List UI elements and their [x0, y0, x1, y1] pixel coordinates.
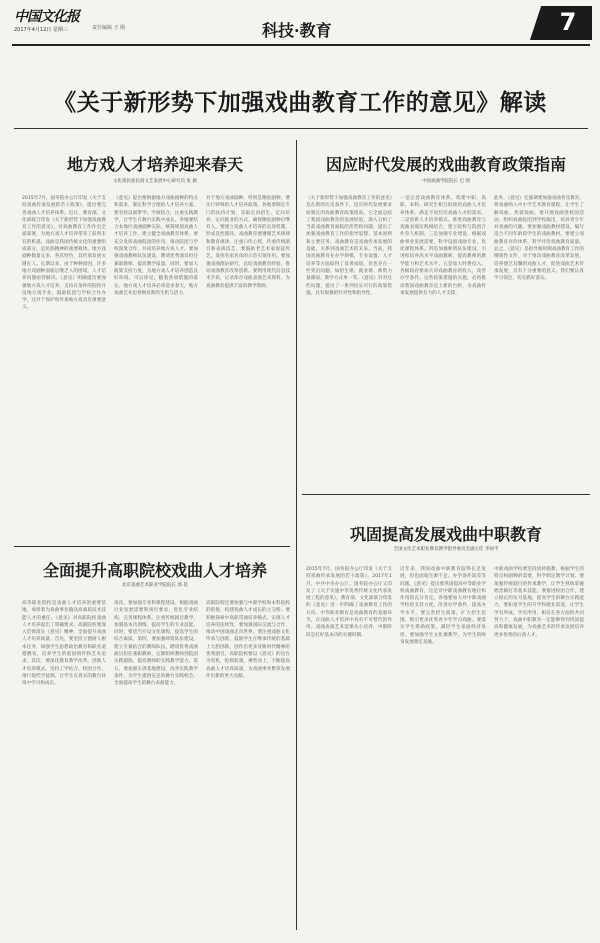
article-body-higher-ed-col1: 高等职业院校是戏曲人才培养的重要基地，承担着为戏曲事业输送高素质技术技能人才的重任。《意见》对高职院校戏曲人才培养提出了明确要求。高职院校要深入贯彻落实《意见》精神，全面提升戏曲人才培养质量。首先，要坚持立德树人根本任务，加强学生思想政治教育和职业道德教育，培养学生的爱国情怀和艺术追求。其次，要深化教育教学改革，创新人才培养模式。坚持工学结合、校团合作，推行现代学徒制，让学生在真实的舞台环境中学习和成长。: [22, 601, 106, 687]
article-body-secondary-col1: 2015年7月，国务院办公厅印发《关于支持戏曲传承发展的若干政策》，2017年1月，中共中央办公厅、国务院办公厅又印发了《关于实施中华优秀传统文化传承发展工程的意见》。教育部、文化部联合印发的《意见》进一步明确了戏曲教育工作的方向。中等职业教育是戏曲教育的基础环节，在戏曲人才培养中具有不可替代的作用。戏曲表演艺术需要从小培养，中职阶段是打好基本功的关键时期。: [306, 567, 392, 638]
article-body-higher-ed-col3: 高职院校还要加强与中职学校和本科院校的衔接，构建戏曲人才成长的立交桥。要积极探索中高职贯通培养模式，实现人才培养的连续性。要加强国际交流与合作，推动中国戏曲走向世界。要注重戏曲文化传承与创新，鼓励学生在继承传统的基础上大胆创新，创作出更多反映时代精神的优秀剧目。高职院校要以《意见》的出台为契机，抢抓机遇，乘势而上，不断提高戏曲人才培养质量，为戏曲事业繁荣发展作出新的更大贡献。: [206, 601, 290, 679]
left-article-divider: [14, 546, 290, 547]
article-body-higher-ed-col2: 再次，要加强专业和课程建设。根据戏曲行业发展需要和岗位要求，优化专业结构，完善课程体系。注重传统剧目教学，加强基本功训练，提高学生的专业技能。同时，要适当开设文化课程，提高学生的综合素质。第四，要加强师资队伍建设。建立专兼结合的教师队伍，聘请优秀戏曲演员担任兼职教师，定期组织教师到院团实践锻炼，提高教师的实践教学能力。第五，要加强实训基地建设，改善实践教学条件，为学生提供充足的舞台实践机会，全面提高学生的舞台表演能力。: [114, 601, 198, 687]
page-header: [0, 0, 600, 48]
issue-date: 2017年4月12日 星期三: [14, 27, 68, 33]
headline-divider: [14, 128, 588, 129]
article-title-secondary: 巩固提高发展戏曲中职教育: [349, 525, 542, 544]
main-headline: 《关于新形势下加强戏曲教育工作的意见》解读: [53, 90, 547, 116]
page-number: 7: [559, 8, 577, 36]
article-body-talent-col3: 对于地方戏曲剧种，特别是濒危剧种，要实行特殊的人才培养政策。各地要制定专门的扶持计划，采取定向招生、定向培养、定向就业的方式，确保濒危剧种后继有人。要建立戏曲人才培养的长效机制，形成良性循环。戏曲教育要遵循艺术规律和教育规律，注重口传心授，传承传统剧目和表演技艺。要鼓励老艺术家收徒传艺，发挥名家名角的示范引领作用。要加强戏曲理论研究，总结戏曲教育经验，推动戏曲教育改革创新。要利用现代信息技术手段，记录保存戏曲表演艺术资料，为戏曲教育提供丰富的教学资源。: [206, 196, 290, 289]
article-byline-policy: 中国戏曲学院院长 巴 图: [422, 179, 470, 184]
article-body-talent-col1: 2015年7月，国务院办公厅印发《关于支持戏曲传承发展的若干政策》，提出要完善戏曲人才培养体系。近日，教育部、文化部联合印发《关于新形势下加强戏曲教育工作的意见》，对戏曲教育工作作出全面部署，为地方戏人才培养带来了前所未有的机遇。戏曲是我国传统文化的重要组成部分，是民族精神的重要载体。地方戏剧种数量众多，各具特色，其传承发展关键在人。长期以来，由于种种原因，许多地方戏剧种面临后继乏人的困境，人才培养问题亟待解决。《意见》明确提出要加强地方戏人才培养，支持有条件的院校开设地方戏专业，鼓励院团与学校合作办学，这对于保护和传承地方戏具有重要意义。: [22, 196, 106, 311]
editor-info: 责任编辑 王 刚: [92, 25, 126, 31]
column-divider: [296, 140, 297, 930]
newspaper-masthead: 中国文化报: [14, 9, 79, 25]
article-title-higher-ed: 全面提升高职院校戏曲人才培养: [42, 561, 267, 580]
section-title: 科技·教育: [262, 21, 332, 40]
article-body-secondary-col3: 中职戏曲学校要坚持因材施教，根据学生的特点和剧种的需要，科学制定教学计划。要加强传统剧目的传承教学，让学生熟练掌握唱念做打等基本技能。要推进校团合作，建立稳定的实习基地，提高学生的舞台实践能力。要拓宽学生的升学和就业渠道，让学生学有所成、学有所用。相信在各方面的共同努力下，戏曲中职教育一定能够得到巩固提高和健康发展，为戏曲艺术的传承发展培养更多优秀的后备人才。: [494, 567, 584, 638]
article-byline-secondary: 全国文化艺术职业教育教学指导委员会副主任 李国平: [393, 547, 499, 552]
header-divider: [12, 44, 590, 46]
article-body-talent-col2: 《意见》提出要根据地方戏曲剧种的特点和需求，制定科学合理的人才培养方案。要坚持以演带学、学演结合，注重实践教学，让学生在舞台实践中成长。各地要结合本地区戏曲剧种实际，统筹规划戏曲人才培养工作，建立健全戏曲教育体系。要充分发挥戏曲院团的作用，推动院团与学校深度合作，共同培养地方戏人才。要加强戏曲教师队伍建设，聘请优秀演员担任兼职教师，提高教学质量。同时，要加大政策支持力度，为地方戏人才培养创造良好环境。可以预见，随着各项措施的落实，地方戏人才培养必将迎来春天，地方戏曲艺术也将焕发新的生机与活力。: [114, 196, 198, 296]
article-title-policy: 因应时代发展的戏曲教育政策指南: [325, 155, 566, 174]
article-byline-higher-ed: 北京戏曲艺术职业学院院长 郭 蓓: [122, 583, 188, 588]
article-byline-talent: 文化部民族民间文艺发展中心研究员 张 毅: [113, 179, 197, 184]
right-article-divider: [302, 494, 590, 495]
article-body-secondary-col2: 近年来，我国戏曲中职教育取得长足发展，但也面临生源不足、办学条件较差等问题。《意见》提出要巩固提高中等职业学校戏曲教育，这是对中职戏曲教育地位和作用的充分肯定。各地要加大对中职戏曲学校的支持力度，改善办学条件，提高办学水平。要完善招生政策，扩大招生范围，吸引更多优秀青少年学习戏曲。要落实学生资助政策，减轻学生家庭经济负担。要加强学生文化课教学，为学生的终身发展奠定基础。: [400, 567, 486, 645]
article-title-talent: 地方戏人才培养迎来春天: [66, 155, 243, 174]
article-body-policy-col2: 一是完善戏曲教育体系。构建中职、高职、本科、研究生相互衔接的戏曲人才培养体系，满足不同层次戏曲人才的需求。二是创新人才培养模式。推进戏曲教育与戏曲表演实践相结合，建立院校与院团合作育人机制。三是加强专业建设。根据戏曲事业发展需要，科学设置戏曲专业，优化课程体系。四是加强师资队伍建设。引进和培养高水平戏曲教师，提高教师的教学能力和艺术水平。五是加大经费投入。各级政府要加大对戏曲教育的投入，改善办学条件。这些政策措施的实施，必将推动我国戏曲教育迈上新的台阶，为戏曲传承发展提供有力的人才支撑。: [400, 196, 486, 296]
article-body-policy-col3: 此外，《意见》还强调要加强戏曲普及教育，将戏曲纳入中小学艺术教育课程，让学生了解戏曲、热爱戏曲。要开展戏曲进校园活动，组织戏曲院团到学校演出，培养青少年对戏曲的兴趣。要加强戏曲教材建设，编写适合不同年龄段学生的戏曲教材。要建立戏曲教育评价体系，科学评价戏曲教育质量。总之，《意见》是指导新时期戏曲教育工作的纲领性文件，对于推动戏曲教育改革发展，培养德艺双馨的戏曲人才，促进戏曲艺术传承发展，具有十分重要的意义。我们要认真学习领会，切实抓好落实。: [494, 196, 584, 282]
article-body-policy-col1: 《关于新形势下加强戏曲教育工作的意见》是在新的历史条件下，适应时代发展要求而制定的戏曲教育政策指南。它全面总结了我国戏曲教育的发展经验，深入分析了当前戏曲教育面临的形势和问题，提出了加强戏曲教育工作的指导思想、基本原则和主要任务。戏曲教育是戏曲传承发展的基础，关系到戏曲艺术的未来。当前，我国戏曲教育在办学规模、专业设置、人才培养等方面取得了显著成绩，但也存在一些突出问题，如招生难、就业难、师资力量薄弱、教学方式单一等。《意见》针对这些问题，提出了一系列切实可行的政策措施，具有很强的针对性和指导性。: [306, 196, 392, 296]
